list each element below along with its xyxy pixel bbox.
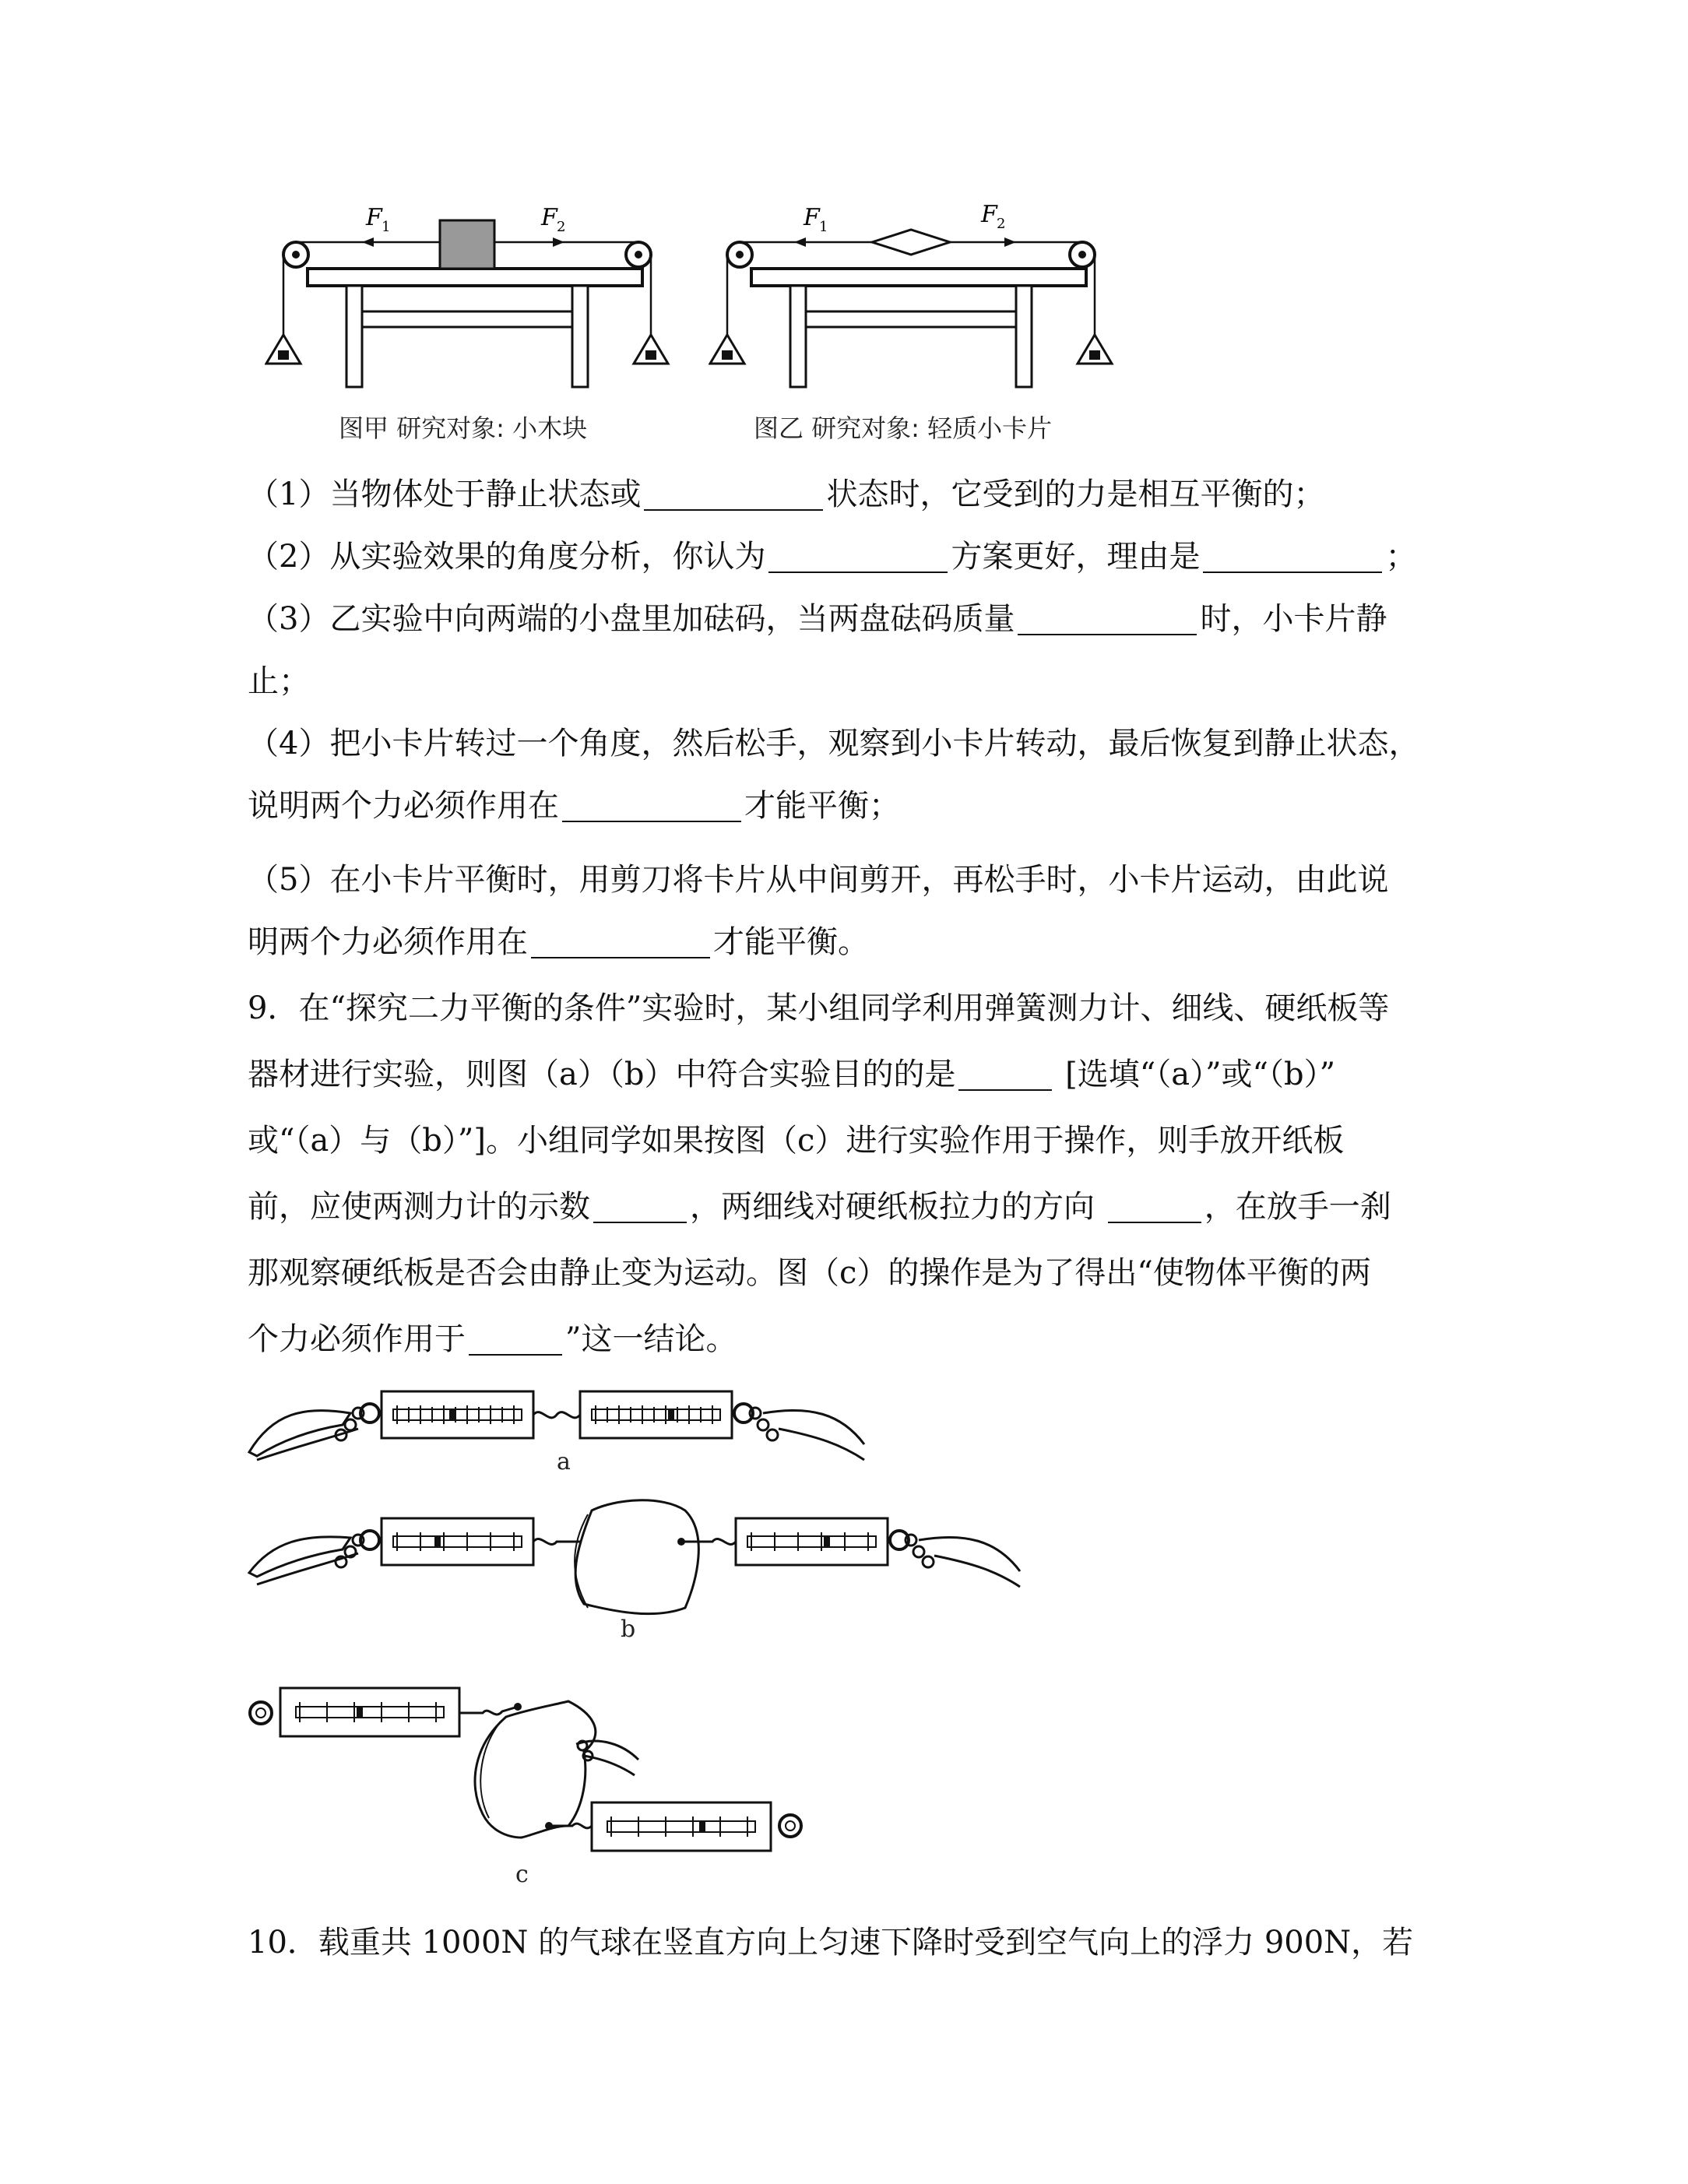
figure-a-label: a: [557, 1448, 571, 1475]
problem-9-line-4: 前，应使两测力计的示数 ，两细线对硬纸板拉力的方向 ，在放手一刹: [248, 1189, 1391, 1225]
problem-10-line-1: 10．载重共 1000N 的气球在竖直方向上匀速下降时受到空气向上的浮力 900N，若: [248, 1925, 1414, 1961]
figure-c-label: c: [515, 1861, 529, 1888]
svg-text:F: F: [981, 201, 997, 228]
figure-jia-caption: 图甲 研究对象: 小木块: [339, 413, 588, 443]
answer-blank: [531, 924, 710, 958]
figure-b-label: b: [621, 1616, 636, 1643]
svg-text:F: F: [804, 204, 820, 231]
svg-text:2: 2: [557, 219, 566, 235]
svg-text:1: 1: [819, 219, 828, 235]
problem-9-line-1: 9．在“探究二力平衡的条件”实验时，某小组同学利用弹簧测力计、细线、硬纸板等: [248, 990, 1390, 1026]
question-4: （4）把小卡片转过一个角度，然后松手，观察到小卡片转动，最后恢复到静止状态，: [248, 726, 1420, 761]
cardboard: [575, 1500, 698, 1614]
answer-blank: [1018, 601, 1197, 635]
problem-9-line-2: 器材进行实验，则图（a）（b）中符合实验目的的是 [选填“（a）”或“（b）”: [248, 1057, 1336, 1092]
answer-blank: [958, 1057, 1052, 1091]
figure-a: [241, 1382, 1145, 1475]
figure-yi: [709, 199, 1121, 409]
light-card: [872, 230, 950, 255]
question-5: （5）在小卡片平衡时，用剪刀将卡片从中间剪开，再松手时，小卡片运动，由此说: [248, 862, 1389, 898]
problem-9-line-3: 或“（a）与（b）”]。小组同学如果按图（c）进行实验作用于操作，则手放开纸板: [248, 1123, 1345, 1159]
answer-blank: [1203, 539, 1382, 573]
force-label-f1: F: [366, 204, 382, 231]
question-5-cont: 明两个力必须作用在 才能平衡。: [248, 924, 869, 960]
question-4-cont: 说明两个力必须作用在 才能平衡；: [248, 788, 900, 824]
answer-blank: [1108, 1189, 1201, 1223]
figure-b: [241, 1495, 1145, 1627]
wood-block: [440, 220, 494, 269]
problem-9-line-6: 个力必须作用于 ”这一结论。: [248, 1321, 737, 1357]
question-1: （1）当物体处于静止状态或 状态时，它受到的力是相互平衡的；: [248, 477, 1325, 512]
answer-blank: [469, 1321, 562, 1356]
question-2: （2）从实验效果的角度分析，你认为 方案更好，理由是 ；: [248, 539, 1417, 575]
table-top: [308, 269, 642, 286]
svg-text:2: 2: [997, 216, 1006, 232]
answer-blank: [593, 1189, 687, 1223]
force-label-f2: F: [541, 204, 557, 231]
svg-text:1: 1: [382, 219, 391, 235]
question-3: （3）乙实验中向两端的小盘里加砝码，当两盘砝码质量 时，小卡片静: [248, 601, 1387, 637]
answer-blank: [768, 539, 948, 573]
answer-blank: [644, 477, 823, 511]
figure-yi-caption: 图乙 研究对象: 轻质小卡片: [754, 413, 1053, 443]
figure-jia: [265, 199, 677, 409]
question-3-cont: 止；: [248, 663, 310, 699]
figure-c: [241, 1658, 1145, 1869]
problem-9-line-5: 那观察硬纸板是否会由静止变为运动。图（c）的操作是为了得出“使物体平衡的两: [248, 1255, 1371, 1291]
answer-blank: [562, 788, 741, 822]
